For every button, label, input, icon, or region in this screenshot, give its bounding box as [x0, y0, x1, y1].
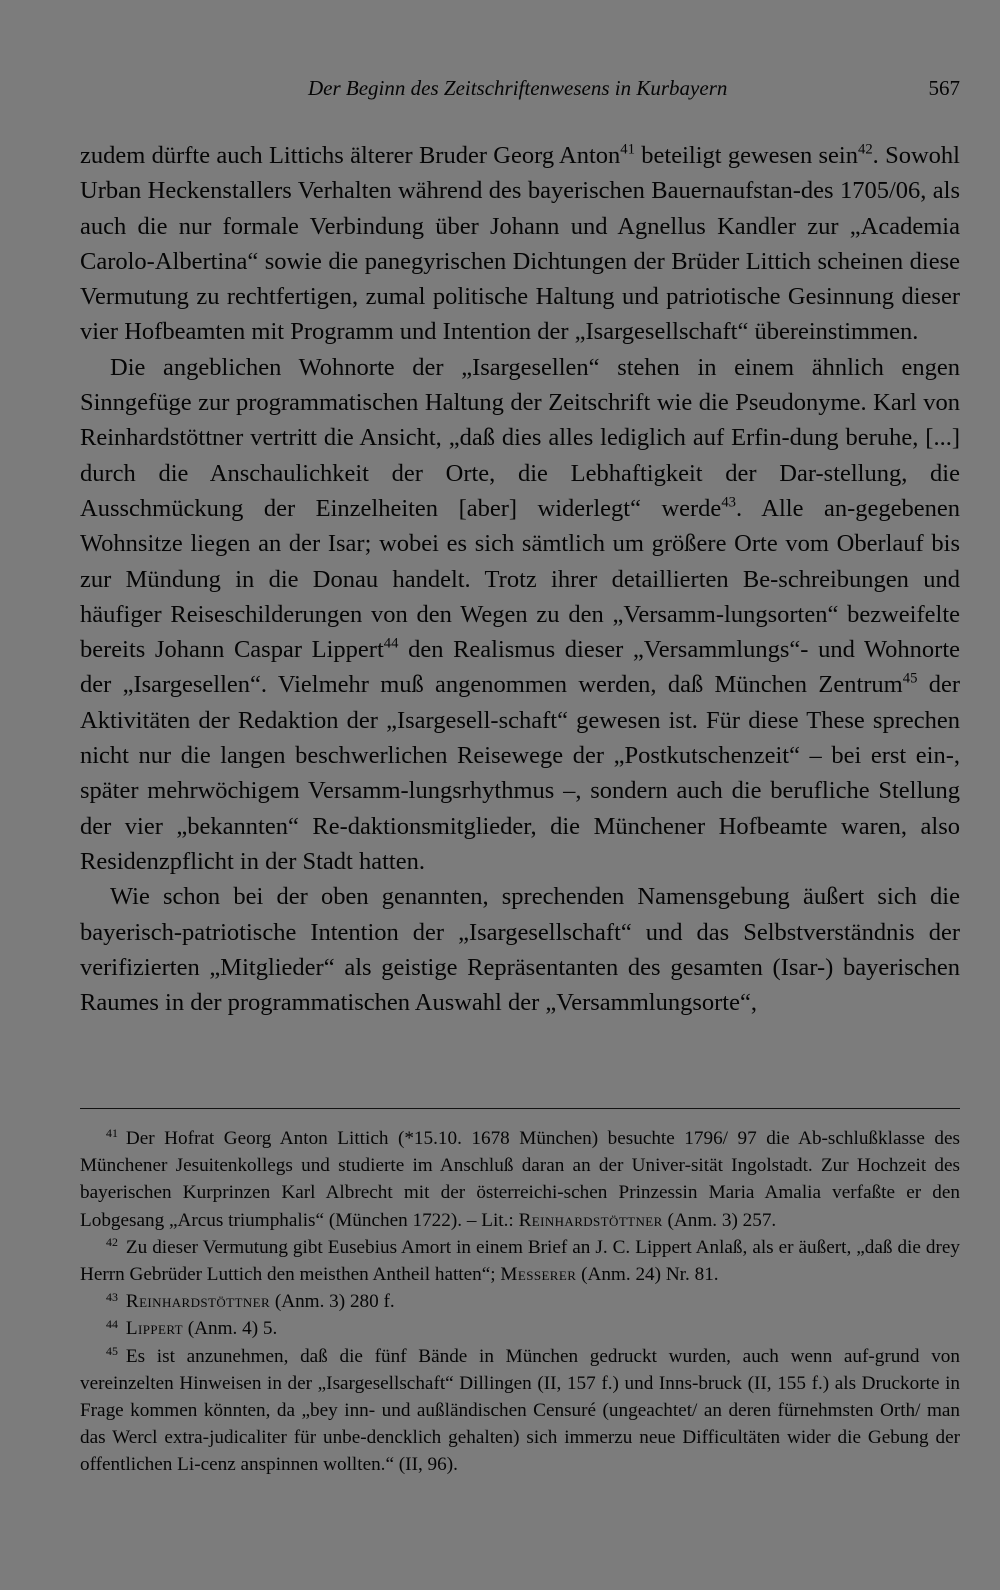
footnote-42: [80, 1234, 960, 1288]
footnote-number: 43: [106, 1289, 118, 1304]
footnote-ref-41[interactable]: 41: [620, 141, 635, 158]
paragraph-3: [80, 879, 960, 1020]
footnote-text: (Anm. 3) 280 f.: [270, 1291, 395, 1313]
running-title: Der Beginn des Zeitschriftenwesens in Kurbayern: [308, 76, 728, 100]
footnote-text: (Anm. 3) 257.: [662, 1209, 777, 1231]
text-run: beteiligt gewesen sein: [634, 142, 858, 169]
running-header: [80, 70, 960, 106]
footnote-ref-42[interactable]: 42: [857, 141, 873, 158]
text-run: der Aktivitäten der Redaktion der „Isargesell-schaft“ gewesen ist. Für diese These sprechen nicht nur die langen beschwerlichen Reisewege der „Postkutschenzeit“ – bei erst ein-, später mehrwöchigem Versamm-lungsrhythmus –, sondern auch die berufliche Stellung der vier „bekannten“ Re-daktionsmitglieder, die Münchener Hofbeamte waren, also Residenzpflicht in der Stadt hatten.: [80, 671, 960, 875]
footnote-44: [80, 1315, 960, 1342]
footnote-divider: [80, 1108, 960, 1109]
footnote-41: [80, 1125, 960, 1234]
footnote-43: [80, 1288, 960, 1315]
footnotes: [80, 1125, 960, 1479]
footnote-45: [80, 1343, 960, 1479]
body-text: [80, 138, 960, 1020]
author-name: Messerer: [500, 1264, 577, 1286]
text-run: Wie schon bei der oben genannten, sprechenden Namensgebung äußert sich die bayerisch-patriotische Intention der „Isargesellschaft“ und das Selbstverständnis der verifizierten „Mitglieder“ als geistige Repräsentanten des gesamten (Isar-) bayerischen Raumes in der programmatischen Auswahl der „Versammlungsorte“,: [80, 883, 960, 1017]
footnote-text: Der Hofrat Georg Anton Littich (*15.10. 1678 München) besuchte 1796/ 97 die Ab-schlußklasse des Münchener Jesuitenkollegs und studierte im Anschluß daran an der Univer-sität Ingolstadt. Zur Hochzeit des bayerischen Kurprinzen Karl Albrecht mit der österreichi-schen Prinzessin Maria Amalia verfaßte er den Lobgesang „Arcus triumphalis“ (München 1722). – Lit.:: [80, 1128, 960, 1231]
author-name: Reinhardstöttner: [125, 1291, 271, 1313]
footnote-number: 44: [106, 1316, 118, 1331]
footnote-ref-43[interactable]: 43: [721, 494, 736, 511]
text-run: Die angeblichen Wohnorte der „Isargesellen“ stehen in einem ähnlich engen Sinngefüge zur programmatischen Haltung der Zeitschrift wie die Pseudonyme. Karl von Reinhardstöttner vertritt die Ansicht, „daß dies alles lediglich auf Erfin-dung beruhe, [...] durch die Anschaulichkeit der Orte, die Lebhaftigkeit der Dar-stellung, die Ausschmückung der Einzelheiten [aber] widerlegt“ werde: [80, 353, 960, 522]
author-name: Lippert: [125, 1318, 183, 1340]
paragraph-2: [80, 350, 960, 879]
footnote-text: Zu dieser Vermutung gibt Eusebius Amort in einem Brief an J. C. Lippert Anlaß, als er äußert, „daß die drey Herrn Gebrüder Luttich den meisthen Antheil hatten“;: [80, 1236, 960, 1286]
footnote-text: Es ist anzunehmen, daß die fünf Bände in München gedruckt wurden, auch wenn auf-grund von vereinzelten Hinweisen in der „Isargesellschaft“ Dillingen (II, 157 f.) und Inns-bruck (II, 155 f.) als Druckorte in Frage kommen könnten, da „bey inn- und außländischen Censuré (ungeachtet/ an deren fürnehmsten Orth/ man das Wercl extra-judicaliter für unbe-dencklich gehalten) sich immerzu neue Difficultäten wider die Gebung der offentlichen Li-cenz anspinnen wollten.“ (II, 96).: [80, 1345, 960, 1476]
text-run: zudem dürfte auch Littichs älterer Bruder Georg Anton: [80, 142, 621, 169]
footnote-text: (Anm. 24) Nr. 81.: [576, 1264, 719, 1286]
text-run: den Realismus dieser „Versammlungs“- und Wohnorte der „Isargesellen“. Vielmehr muß angenommen werden, daß München Zentrum: [80, 636, 961, 699]
footnote-number: 45: [106, 1344, 118, 1359]
author-name: Reinhardstöttner: [518, 1209, 663, 1231]
footnote-number: 41: [106, 1126, 118, 1141]
text-run: . Sowohl Urban Heckenstallers Verhalten während des bayerischen Bauernaufstan-des 1705/06, als auch die nur formale Verbindung über Johann und Agnellus Kandler zur „Academia Carolo-Albertina“ sowie die panegyrischen Dichtungen der Brüder Littich scheinen diese Vermutung zu rechtfertigen, zumal politische Haltung und patriotische Gesinnung dieser vier Hofbeamten mit Programm und Intention der „Isargesellschaft“ übereinstimmen.: [80, 142, 960, 346]
footnote-ref-44[interactable]: 44: [383, 635, 399, 652]
page-number: 567: [928, 76, 960, 100]
footnote-ref-45[interactable]: 45: [902, 670, 918, 687]
paragraph-1: [80, 138, 960, 350]
text-run: . Alle an-gegebenen Wohnsitze liegen an der Isar; wobei es sich sämtlich um größere Orte vom Oberlauf bis zur Mündung in die Donau handelt. Trotz ihrer detaillierten Be-schreibungen und häufiger Reiseschilderungen von den Wegen zu den „Versamm-lungsorten“ bezweifelte bereits Johann Caspar Lippert: [80, 494, 961, 664]
footnote-number: 42: [106, 1235, 118, 1250]
footnote-text: (Anm. 4) 5.: [182, 1318, 278, 1340]
